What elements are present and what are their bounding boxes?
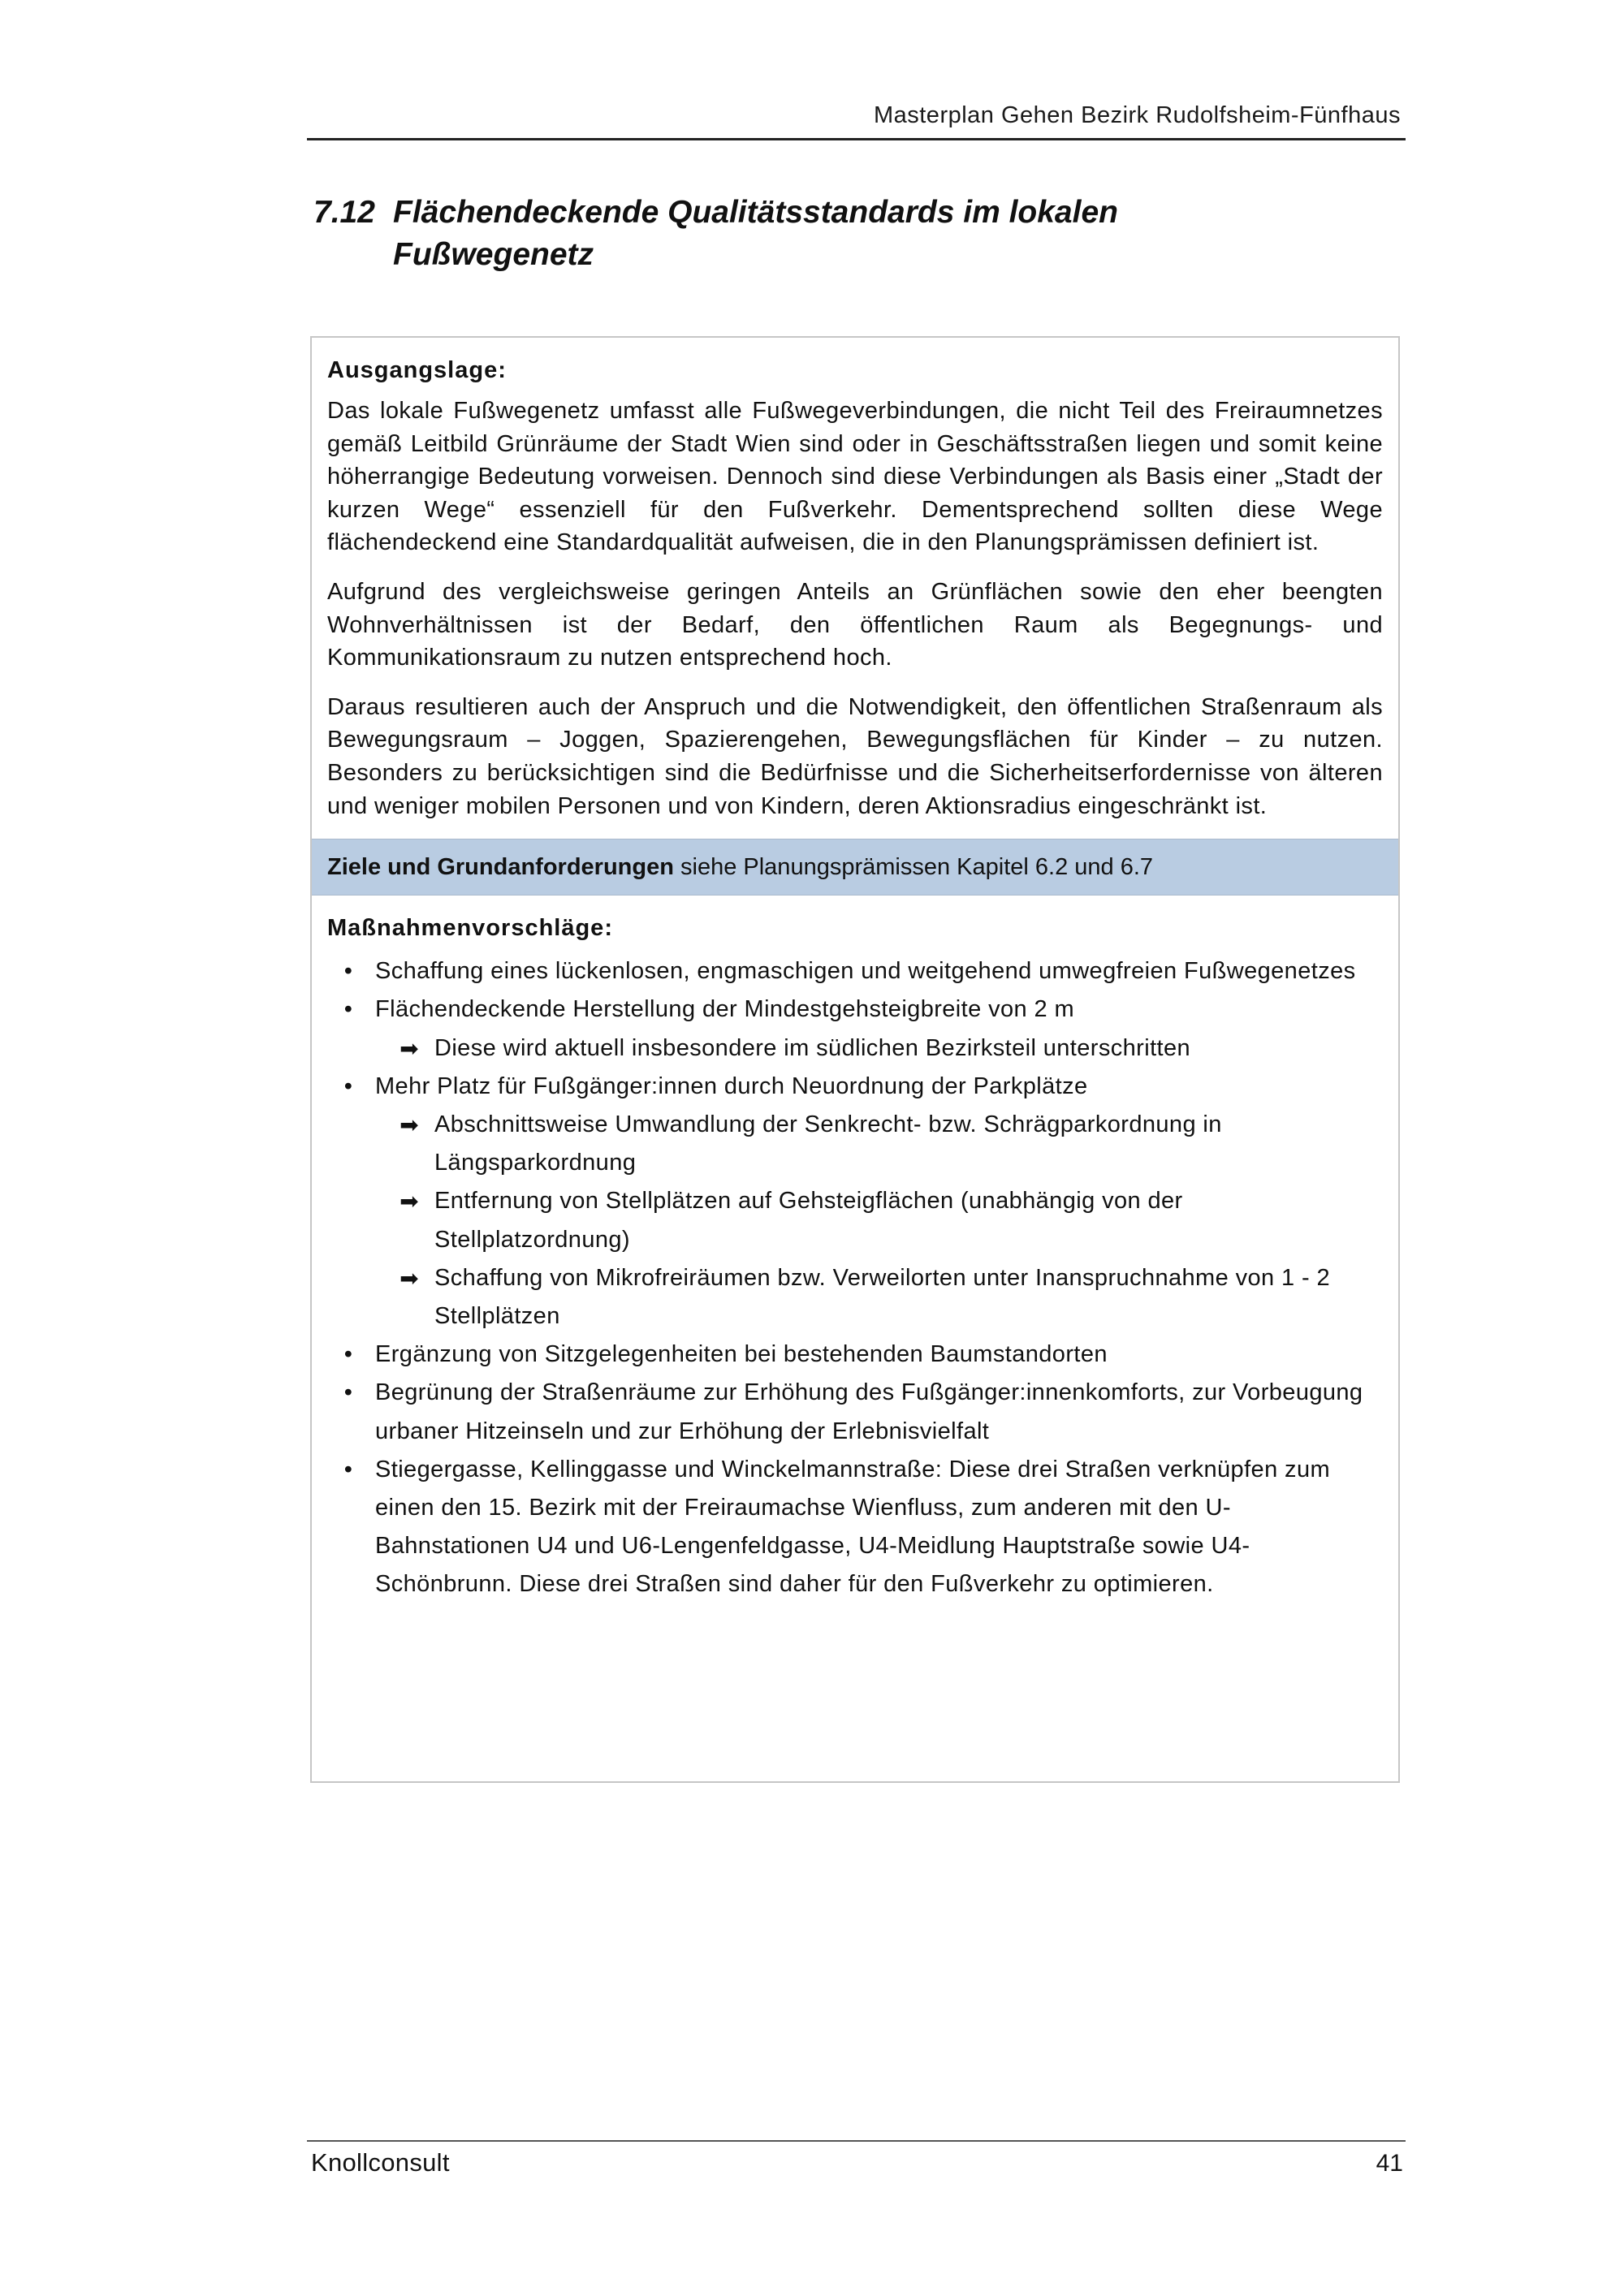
bullet-icon: • xyxy=(343,1379,353,1406)
measure-text: Abschnittsweise Umwandlung der Senkrecht- bzw. Schrägparkordnung in Längsparkordnung xyxy=(434,1111,1222,1176)
section-number: 7.12 xyxy=(313,195,375,230)
measure-text: Stiegergasse, Kellinggasse und Winckelmannstraße: Diese drei Straßen verknüpfen zum einen den 15. Bezirk mit der Freiraumachse Wienfluss, zum anderen mit den U-Bahnstationen U4 und U6-Lengenfeldgasse, U4-Meidlung Hauptstraße sowie U4-Schönbrunn. Diese drei Straßen sind daher für den Fußverkehr zu optimieren. xyxy=(375,1456,1331,1598)
page-number: 41 xyxy=(1376,2150,1403,2177)
situation-heading: Ausgangslage: xyxy=(327,357,507,383)
measure-item xyxy=(327,1374,1383,1450)
arrow-right-icon: ➡ xyxy=(400,1189,419,1215)
measure-text: Schaffung von Mikrofreiräumen bzw. Verweilorten unter Inanspruchnahme von 1 - 2 Stellplätzen xyxy=(434,1264,1331,1329)
measure-item xyxy=(327,1068,1383,1106)
bullet-icon: • xyxy=(343,1456,353,1482)
bullet-icon: • xyxy=(343,958,353,985)
measure-text: Schaffung eines lückenlosen, engmaschigen und weitgehend umwegfreien Fußwegenetzes xyxy=(375,958,1356,985)
goals-label: Ziele und Grundanforderungen xyxy=(327,854,674,881)
situation-paragraph: Das lokale Fußwegenetz umfasst alle Fußwegeverbindungen, die nicht Teil des Freiraumnetzes gemäß Leitbild Grünräume der Stadt Wien sind oder in Geschäftsstraßen liegen und somit keine höherrangige Bedeutung vorweisen. Dennoch sind diese Verbindungen als Basis einer „Stadt der kurzen Wege“ essenziell für den Fußverkehr. Dementsprechend sollten diese Wege flächendeckend eine Standardqualität aufweisen, die in den Planungsprämissen definiert ist. xyxy=(327,398,1383,556)
goals-bar xyxy=(312,839,1398,896)
measure-item xyxy=(327,990,1383,1029)
page-header xyxy=(307,102,1406,140)
situation-section xyxy=(312,354,1398,822)
bullet-icon: • xyxy=(343,996,353,1023)
measure-text: Ergänzung von Sitzgelegenheiten bei bestehenden Baumstandorten xyxy=(375,1341,1108,1368)
measure-text: Mehr Platz für Fußgänger:innen durch Neuordnung der Parkplätze xyxy=(375,1072,1088,1099)
situation-paragraph: Aufgrund des vergleichsweise geringen Anteils an Grünflächen sowie den eher beengten Wohnverhältnissen ist der Bedarf, den öffentlichen Raum als Begegnungs- und Kommunikationsraum zu nutzen entsprechend hoch. xyxy=(327,578,1383,671)
measure-text: Begrünung der Straßenräume zur Erhöhung des Fußgänger:innenkomforts, zur Vorbeugung urbaner Hitzeinseln und zur Erhöhung der Erlebnisvielfalt xyxy=(375,1379,1363,1444)
measure-item xyxy=(327,1336,1383,1374)
arrow-right-icon: ➡ xyxy=(400,1035,419,1061)
arrow-right-icon: ➡ xyxy=(400,1265,419,1291)
measure-text: Entfernung von Stellplätzen auf Gehsteigflächen (unabhängig von der Stellplatzordnung) xyxy=(434,1188,1183,1253)
measure-box xyxy=(310,336,1400,1783)
measure-text: Diese wird aktuell insbesondere im südlichen Bezirksteil unterschritten xyxy=(434,1034,1191,1061)
situation-paragraph: Daraus resultieren auch der Anspruch und die Notwendigkeit, den öffentlichen Straßenraum als Bewegungsraum – Joggen, Spazierengehen, Bewegungsflächen für Kinder – zu nutzen. Besonders zu berücksichtigen sind die Bedürfnisse und die Sicherheitserfordernisse von älteren und weniger mobilen Personen und von Kindern, deren Aktionsradius eingeschränkt ist. xyxy=(327,693,1383,819)
measure-subitem xyxy=(327,1029,1383,1068)
section-title-line1: Flächendeckende Qualitätsstandards im lokalen xyxy=(393,195,1118,230)
page-footer-rule xyxy=(307,2140,1406,2142)
measures-heading: Maßnahmenvorschläge: xyxy=(327,915,613,942)
measures-section xyxy=(312,912,1398,1603)
measures-list xyxy=(327,952,1383,1603)
document-title: Masterplan Gehen Bezirk Rudolfsheim-Fünfhaus xyxy=(873,102,1401,128)
measure-subitem xyxy=(327,1259,1383,1336)
bullet-icon: • xyxy=(343,1341,353,1368)
section-title-line2: Fußwegenetz xyxy=(393,237,594,272)
measure-item xyxy=(327,952,1383,990)
arrow-right-icon: ➡ xyxy=(400,1111,419,1137)
bullet-icon: • xyxy=(343,1072,353,1099)
measure-subitem xyxy=(327,1106,1383,1182)
footer-company: Knollconsult xyxy=(311,2148,450,2177)
measure-item xyxy=(327,1451,1383,1604)
section-heading xyxy=(313,192,1369,276)
measure-subitem xyxy=(327,1182,1383,1258)
measure-text: Flächendeckende Herstellung der Mindestgehsteigbreite von 2 m xyxy=(375,996,1075,1023)
goals-text: siehe Planungsprämissen Kapitel 6.2 und 6.7 xyxy=(673,854,1154,881)
